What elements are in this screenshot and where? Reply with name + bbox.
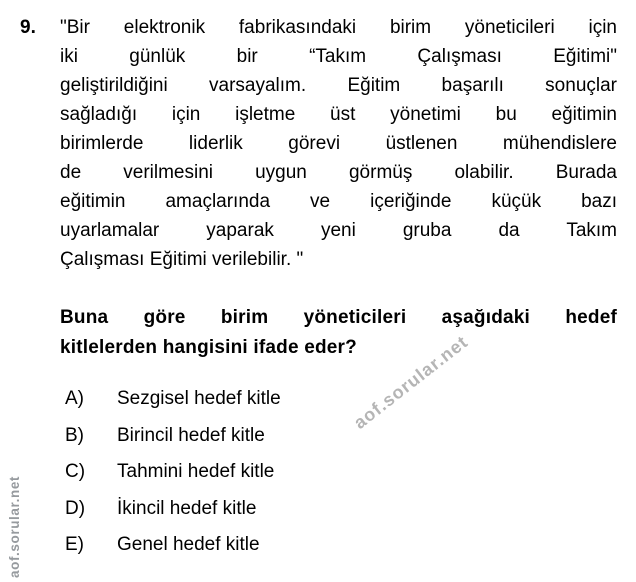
option-text: Genel hedef kitle: [117, 534, 260, 555]
question-body-line: eğitimin amaçlarında ve içeriğinde küçük bazı: [60, 191, 617, 212]
options-list: [65, 388, 281, 571]
option-letter: C): [65, 461, 86, 482]
question-body-line: birimlerde liderlik görevi üstlenen mühendislere: [60, 133, 617, 154]
question-body-line: iki günlük bir “Takım Çalışması Eğitimi": [60, 46, 617, 67]
option-item[interactable]: [65, 388, 281, 410]
option-item[interactable]: [65, 498, 281, 520]
question-body-line: sağladığı için işletme üst yönetimi bu eğitimin: [60, 104, 617, 125]
option-text: Tahmini hedef kitle: [117, 461, 275, 482]
option-item[interactable]: [65, 534, 281, 556]
option-item[interactable]: [65, 461, 281, 483]
question-prompt-line: Buna göre birim yöneticileri aşağıdaki hedef: [60, 307, 617, 328]
question-body-line: Çalışması Eğitimi verilebilir. ": [60, 249, 304, 270]
question-block: [20, 13, 617, 274]
question-body-line: uyarlamalar yaparak yeni gruba da Takım: [60, 220, 617, 241]
option-letter: A): [65, 388, 84, 409]
question-body: [60, 13, 617, 274]
question-prompt: [60, 303, 617, 363]
option-letter: B): [65, 424, 84, 446]
watermark-diagonal: aof.sorular.net: [349, 331, 472, 433]
question-number: 9.: [20, 17, 36, 38]
option-text: Sezgisel hedef kitle: [117, 388, 281, 409]
question-body-line: geliştirildiğini varsayalım. Eğitim başarılı sonuçlar: [60, 75, 617, 96]
option-letter: E): [65, 534, 84, 555]
option-text: Birincil hedef kitle: [117, 424, 265, 446]
option-item[interactable]: [65, 425, 281, 447]
watermark-left: aof.sorular.net: [7, 475, 22, 578]
question-body-line: "Bir elektronik fabrikasındaki birim yöneticileri için: [60, 17, 617, 38]
question-body-line: de verilmesini uygun görmüş olabilir. Burada: [60, 162, 617, 183]
option-letter: D): [65, 497, 86, 519]
question-prompt-line: kitlelerden hangisini ifade eder?: [60, 337, 357, 358]
option-text: İkincil hedef kitle: [117, 497, 257, 519]
